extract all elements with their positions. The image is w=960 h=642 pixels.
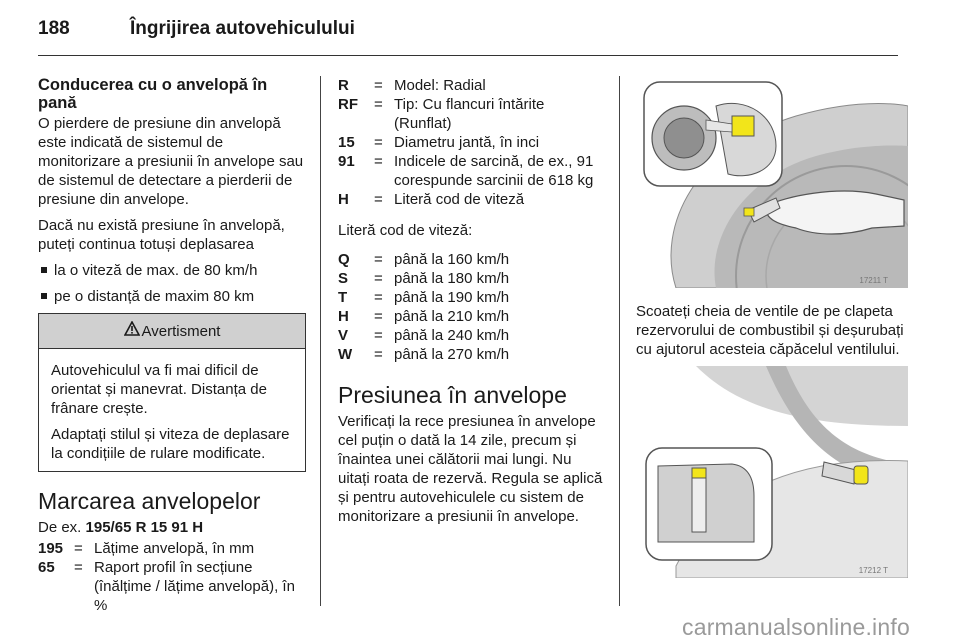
column-divider — [619, 76, 620, 606]
code-text: Tip: Cu flancuri întărite (Runflat) — [394, 96, 545, 132]
warning-triangle-icon — [124, 321, 140, 341]
code-key: R — [338, 77, 349, 94]
definition-row — [338, 307, 606, 326]
code-text: până la 210 km/h — [394, 308, 510, 325]
definition-row — [338, 269, 606, 288]
column-divider — [320, 76, 321, 606]
equals: = — [74, 540, 83, 557]
definition-row — [338, 288, 606, 307]
definition-row — [338, 250, 606, 269]
equals: = — [374, 77, 383, 94]
code-text: Lățime anvelopă, în mm — [94, 540, 255, 557]
warning-text: Autovehiculul va fi mai dificil de orientat și manevrat. Distanța de frânare crește. — [51, 362, 267, 417]
definition-row — [338, 76, 606, 95]
code-text: până la 190 km/h — [394, 289, 510, 306]
code-text: până la 240 km/h — [394, 327, 510, 344]
equals: = — [374, 289, 383, 306]
code-key: 195 — [38, 540, 64, 557]
warning-text: Adaptați stilul și viteza de deplasare la condițiile de rulare modificate. — [51, 426, 290, 462]
code-key: 65 — [38, 559, 55, 576]
code-key: V — [338, 327, 349, 344]
column-3 — [636, 76, 908, 578]
equals: = — [374, 327, 383, 344]
code-text: până la 180 km/h — [394, 270, 510, 287]
code-text: Indicele de sarcină, de ex., 91 corespunde sarcinii de 618 kg — [394, 153, 594, 189]
bullet-item: la o viteză de max. de 80 km/h — [38, 261, 306, 280]
equals: = — [374, 270, 383, 287]
example-line — [38, 518, 306, 537]
code-key: T — [338, 289, 348, 306]
code-text: Literă cod de viteză — [394, 191, 525, 208]
warning-box — [38, 313, 306, 472]
section-title-tire-pressure: Presiunea în anvelope — [338, 382, 567, 408]
figure-code: 17211 T — [859, 276, 888, 285]
code-key: H — [338, 308, 349, 325]
tire-code-table — [338, 76, 606, 209]
speed-code-table — [338, 250, 606, 364]
code-text: Diametru jantă, în inci — [394, 134, 540, 151]
equals: = — [374, 134, 383, 151]
page-number: 188 — [38, 18, 70, 39]
definition-row — [38, 539, 306, 558]
bullet-item: pe o distanță de maxim 80 km — [38, 287, 306, 306]
code-key: 91 — [338, 153, 355, 170]
definition-row — [38, 558, 306, 615]
tire-code-table — [38, 539, 306, 615]
header-divider — [38, 55, 898, 56]
example-code: 195/65 R 15 91 H — [85, 519, 204, 536]
equals: = — [374, 153, 383, 170]
definition-row — [338, 345, 606, 364]
column-1 — [38, 76, 306, 621]
paragraph: Dacă nu există presiune în anvelopă, puteți continua totuși deplasarea — [38, 217, 285, 253]
code-text: până la 160 km/h — [394, 251, 510, 268]
paragraph: O pierdere de presiune din anvelopă este indicată de sistemul de monitorizare a presiunii în anvelope sau de sistemul de detectare a pierderii de presiune din anvelope. — [38, 115, 304, 208]
equals: = — [374, 308, 383, 325]
section-title-flat-tire: Conducerea cu o anvelopă în pană — [38, 76, 268, 112]
watermark: carmanualsonline.info — [682, 614, 910, 640]
code-key: RF — [338, 96, 358, 113]
warning-title: Avertisment — [141, 322, 221, 340]
definition-row — [338, 326, 606, 345]
equals: = — [374, 96, 383, 113]
code-key: Q — [338, 251, 350, 268]
figure-caption: Scoateți cheia de ventile de pe clapeta rezervorului de combustibil și deșurubați cu ajutorul acesteia căpăcelul ventilului. — [636, 303, 904, 358]
fuel-flap-valve-key-illustration — [636, 76, 908, 288]
valve-cap-removal-illustration — [636, 366, 908, 578]
code-text: până la 270 km/h — [394, 346, 510, 363]
page-header — [38, 14, 898, 54]
warning-header — [39, 314, 305, 349]
equals: = — [74, 559, 83, 576]
code-key: W — [338, 346, 353, 363]
code-key: 15 — [338, 134, 355, 151]
equals: = — [374, 251, 383, 268]
definition-row — [338, 190, 606, 209]
equals: = — [374, 346, 383, 363]
paragraph: Verificați la rece presiunea în anvelope cel puțin o dată la 14 zile, precum și înaintea unei călătorii mai lungi. Nu uitați roata de rezervă. Regula se aplică și pentru autovehiculele cu sistem de monitorizare a presiunii în anvelope. — [338, 413, 603, 525]
code-key: H — [338, 191, 349, 208]
example-prefix: De ex. — [38, 519, 82, 536]
page-title: Îngrijirea autovehiculului — [130, 18, 355, 39]
column-2 — [338, 76, 606, 533]
equals: = — [374, 191, 383, 208]
section-title-tire-marking: Marcarea anvelopelor — [38, 488, 261, 514]
code-key: S — [338, 270, 349, 287]
figure-code: 17212 T — [858, 566, 888, 575]
code-text: Raport profil în secțiune (înălțime / lățime anvelopă), în % — [94, 559, 295, 614]
definition-row — [338, 133, 606, 152]
definition-row — [338, 152, 606, 190]
code-text: Model: Radial — [394, 77, 486, 94]
speed-code-intro: Literă cod de viteză: — [338, 222, 473, 239]
definition-row — [338, 95, 606, 133]
